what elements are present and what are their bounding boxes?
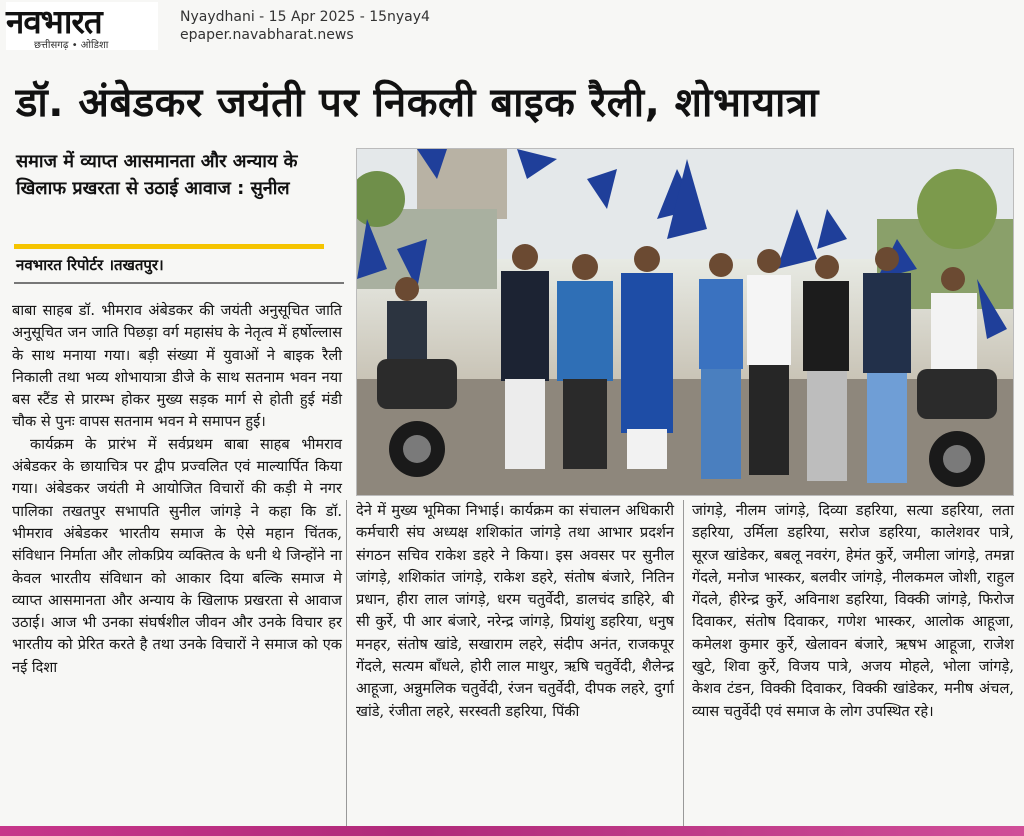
rally-photo-illustration [357,149,1013,495]
logo-subtitle: छत्तीसगढ़ • ओडिशा [34,40,109,51]
paragraph-4: जांगड़े, नीलम जांगड़े, दिव्या डहरिया, सत्या डहरिया, लता डहरिया, उर्मिला डहरिया, सरोज डहरिया, कालेशवर पात्रे, सूरज खांडेकर, बबलू नवरंग, हेमंत कुर्रे, जमीला जांगड़े, तमन्ना गेंदले, मनोज भास्कर, बलवीर जांगड़े, नीलकमल जोशी, राहुल गेंदले, हीरेन्द्र कुर्रे, अविनाश डहरिया, विक्की जांगड़े, फिरोज दिवाकर, संतोष दिवाकर, गणेश भास्कर, आलोक आहूजा, कमेलश कुमार कुर्रे, खेलावन बंजारे, ऋषभ आहूजा, राजेश खुटे, शिवा कुर्रे, विजय पात्रे, अजय मोहले, भोला जांगड़े, केशव टंडन, विक्की दिवाकर, विक्की खांडेकर, मनीष अंचल, व्यास चतुर्वेदी एवं समाज के लोग उपस्थित रहे। [692,502,1014,720]
paragraph-3: देने में मुख्य भूमिका निभाई। कार्यक्रम का संचालन अधिकारी कर्मचारी संघ अध्यक्ष शशिकांत जांगड़े तथा आभार प्रदर्शन संगठन सचिव राकेश डहरे ने किया। इस अवसर पर सुनील जांगड़े, शशिकांत जांगड़े, राकेश डहरे, संतोष बंजारे, नितिन प्रधान, हीरा लाल जांगड़े, धरम चतुर्वेदी, डालचंद डाहिरे, बी सी कुर्रे, पी आर बंजारे, नरेन्द्र जांगड़े, प्रियांशु डहरिया, धनुष मनहर, संतोष खांडे, सखाराम लहरे, संदीप अनंत, राजकपूर गेंदले, सत्यम बाँधले, होरी लाल माथुर, ऋषि चतुर्वेदी, शैलेन्द्र आहूजा, अन्नुमलिक चतुर्वेदी, रंजन चतुर्वेदी, दीपक लहरे, दुर्गा खांडे, रंजीता लहरे, सरस्वती डहरिया, पिंकी [356,502,674,720]
article-headline: डॉ. अंबेडकर जयंती पर निकली बाइक रैली, शोभायात्रा [16,80,819,126]
newspaper-logo [6,2,158,50]
website-url: epaper.navabharat.news [180,27,354,43]
paragraph-1: बाबा साहब डॉ. भीमराव अंबेडकर की जयंती अनुसूचित जाति अनुसूचित जन जाति पिछड़ा वर्ग महासंघ के नेतृत्व में हर्षोल्लास के साथ मनाया गया। बड़ी संख्या में युवाओं ने बाइक रैली निकाली तथा भव्य शोभायात्रा डीजे के साथ सतनाम भवन नया बस स्टैंड से प्रारम्भ होकर मुख्य सड़क मार्ग से होती हुई मंडी चौक से पुनः वापस सतनाम भवन मे समापन हुई। [12,302,342,431]
edition-line: Nyaydhani - 15 Apr 2025 - 15nyay4 [180,9,430,25]
article-byline: नवभारत रिपोर्टर ।तखतपुर। [16,256,164,274]
article-subheadline: समाज में व्याप्त आसमानता और अन्याय के खिलाफ प्रखरता से उठाई आवाज : सुनील [16,151,298,199]
paragraph-2: कार्यक्रम के प्रारंभ में सर्वप्रथम बाबा साहब भीमराव अंबेडकर के छायाचित्र पर द्वीप प्रज्वलित एवं माल्यार्पित किया गया। अंबेडकर जयंती मे आयोजित विचारों की कड़ी मे नगर पालिका तखतपुर सभापति सुनील जांगड़े ने कहा कि डॉ. भीमराव अंबेडकर भारतीय समाज के ऐसे महान चिंतक, संविधान निर्माता और लोकप्रिय व्यक्तित्व के धनी थे जिन्होंने ना केवल भारतीय संविधान को आकार दिया बल्कि समाज मे व्याप्त आसमानता और अन्याय के खिलाफ प्रखरता से आवाज उठाई। आज भी उनका संघर्षशील जीवन और उनके विचार हर भारतीय को प्रेरित करते है तथा उनके विचारों ने समाज को एक नई दिशा [12,435,342,676]
logo-name: नवभारत [6,2,102,41]
article-column-3 [692,500,1014,723]
column-divider-2 [683,500,684,826]
divider [14,282,344,284]
rally-photo [356,148,1014,496]
article-column-1 [12,300,342,679]
masthead [0,0,1024,56]
advertisement-strip [0,826,1024,836]
column-divider-1 [346,500,347,826]
highlight-rule [14,244,324,249]
article-column-2 [356,500,674,723]
